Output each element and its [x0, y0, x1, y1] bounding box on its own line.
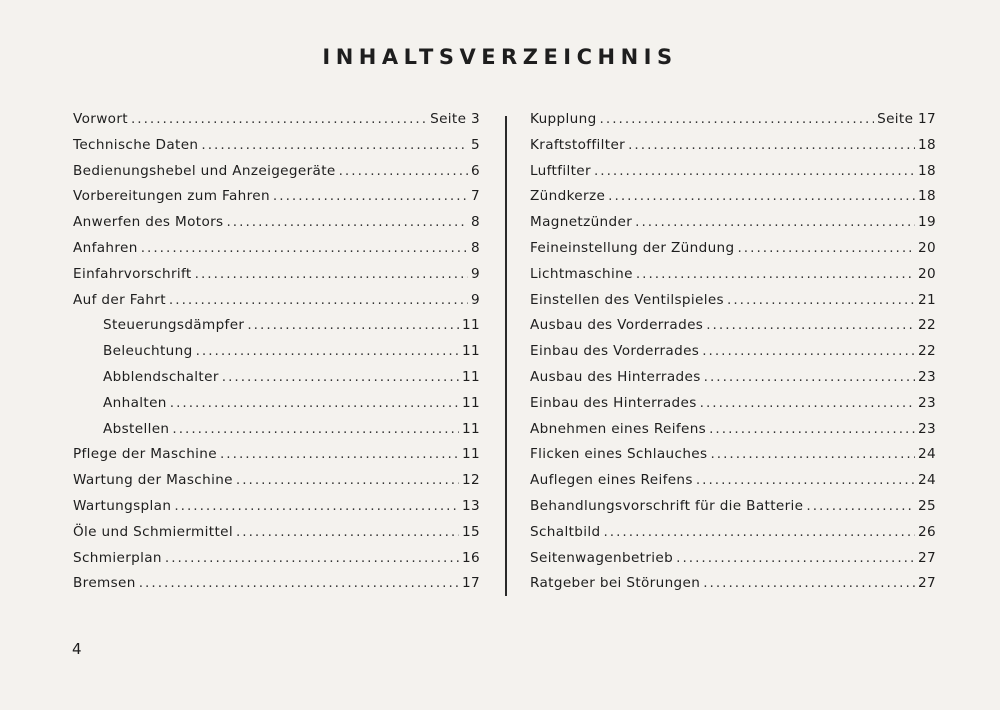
toc-entry-page: 21: [918, 291, 936, 308]
toc-entry-page: 20: [918, 265, 936, 282]
toc-entry-page: 6: [471, 162, 480, 179]
toc-entry: [530, 575, 936, 601]
toc-entry-page: 13: [462, 497, 480, 514]
toc-entry-label: Auflegen eines Reifens: [530, 472, 693, 489]
toc-entry-label: Ausbau des Vorderrades: [530, 317, 704, 334]
toc-entry-page: 11: [462, 343, 480, 360]
toc-entry-page: 17: [462, 575, 480, 592]
toc-entry-page: 23: [918, 420, 936, 437]
toc-entry-page: 22: [918, 343, 936, 360]
toc-entry-page: 11: [462, 317, 480, 334]
toc-entry: [530, 317, 936, 343]
toc-entry-label: Feineinstellung der Zündung: [530, 239, 735, 256]
toc-entry-page: 15: [462, 523, 480, 540]
toc-entry-page: 16: [462, 549, 480, 566]
toc-entry-page: 23: [918, 394, 936, 411]
toc-entry-page: 5: [471, 136, 480, 153]
toc-entry-label: Schaltbild: [530, 523, 601, 540]
toc-entry: [530, 446, 936, 472]
toc-entry: [73, 446, 480, 472]
toc-entry-label: Abblendschalter: [103, 368, 219, 385]
toc-entry: [530, 292, 936, 318]
toc-entry-page: 18: [918, 188, 936, 205]
toc-entry-label: Vorwort: [73, 111, 128, 127]
toc-entry-label: Einbau des Hinterrades: [530, 394, 697, 411]
toc-entry-label: Abstellen: [103, 420, 170, 437]
toc-entry-page: 12: [462, 472, 480, 489]
toc-entry: [73, 188, 480, 214]
toc-entry-label: Kraftstoffilter: [530, 136, 626, 153]
toc-subentry: [73, 421, 480, 447]
toc-entry-page: 27: [918, 575, 936, 592]
toc-entry: [73, 524, 480, 550]
toc-entry-label: Luftfilter: [530, 162, 591, 179]
toc-entry-label: Auf der Fahrt: [73, 291, 166, 308]
toc-entry-page: 9: [471, 265, 480, 282]
toc-entry: [530, 266, 936, 292]
toc-entry: [73, 472, 480, 498]
toc-entry-label: Behandlungsvorschrift für die Batterie: [530, 497, 804, 514]
toc-entry-label: Seitenwagenbetrieb: [530, 549, 674, 566]
toc-entry-label: Beleuchtung: [103, 343, 193, 360]
toc-entry: [530, 137, 936, 163]
toc-entry-page: 11: [462, 368, 480, 385]
toc-entry-label: Vorbereitungen zum Fahren: [73, 188, 270, 205]
toc-entry-label: Lichtmaschine: [530, 265, 633, 282]
toc-entry-page: 11: [462, 394, 480, 411]
toc-subentry: [73, 343, 480, 369]
toc-entry: [73, 240, 480, 266]
toc-entry-page: Seite 17: [877, 111, 936, 127]
toc-entry: [73, 498, 480, 524]
toc-entry-label: Einfahrvorschrift: [73, 265, 192, 282]
toc-entry-page: 11: [462, 446, 480, 463]
toc-entry-label: Anhalten: [103, 394, 167, 411]
toc-entry-page: 8: [471, 239, 480, 256]
column-divider: [505, 116, 507, 596]
toc-entry-label: Zündkerze: [530, 188, 606, 205]
toc-entry-label: Flicken eines Schlauches: [530, 446, 708, 463]
toc-entry-page: 25: [918, 497, 936, 514]
toc-left-column: [73, 111, 480, 601]
toc-entry: [530, 550, 936, 576]
toc-entry-label: Anwerfen des Motors: [73, 214, 224, 231]
toc-entry: [530, 111, 936, 137]
toc-entry: [73, 266, 480, 292]
toc-entry-label: Einstellen des Ventilspieles: [530, 291, 724, 308]
toc-entry-page: 19: [918, 214, 936, 231]
page-number: 4: [72, 640, 82, 658]
toc-entry: [530, 163, 936, 189]
toc-entry-page: 22: [918, 317, 936, 334]
toc-entry-page: 26: [918, 523, 936, 540]
toc-entry: [530, 472, 936, 498]
toc-entry-page: 8: [471, 214, 480, 231]
toc-entry: [73, 550, 480, 576]
toc-entry: [73, 214, 480, 240]
toc-entry-label: Ausbau des Hinterrades: [530, 368, 701, 385]
toc-entry-label: Bremsen: [73, 575, 136, 592]
toc-entry-label: Pflege der Maschine: [73, 446, 217, 463]
toc-entry-page: 11: [462, 420, 480, 437]
toc-entry-label: Öle und Schmiermittel: [73, 523, 233, 540]
toc-entry-label: Wartungsplan: [73, 497, 172, 514]
toc-entry: [530, 343, 936, 369]
toc-entry: [73, 111, 480, 137]
toc-entry-label: Schmierplan: [73, 549, 162, 566]
toc-entry-label: Abnehmen eines Reifens: [530, 420, 707, 437]
toc-entry-page: 7: [471, 188, 480, 205]
page-title: INHALTSVERZEICHNIS: [322, 45, 678, 69]
toc-entry: [530, 188, 936, 214]
toc-entry-label: Einbau des Vorderrades: [530, 343, 700, 360]
toc-entry: [530, 524, 936, 550]
toc-entry: [530, 214, 936, 240]
toc-entry-page: 18: [918, 136, 936, 153]
toc-entry-label: Technische Daten: [73, 136, 199, 153]
toc-entry: [73, 137, 480, 163]
toc-entry-page: 23: [918, 368, 936, 385]
toc-entry: [73, 292, 480, 318]
toc-entry: [530, 240, 936, 266]
toc-entry-label: Wartung der Maschine: [73, 472, 233, 489]
toc-entry-page: 9: [471, 291, 480, 308]
toc-entry: [73, 575, 480, 601]
toc-subentry: [73, 369, 480, 395]
toc-entry: [73, 163, 480, 189]
toc-entry-page: 27: [918, 549, 936, 566]
toc-entry: [530, 369, 936, 395]
toc-entry-label: Magnetzünder: [530, 214, 633, 231]
toc-entry-label: Bedienungshebel und Anzeigegeräte: [73, 162, 336, 179]
toc-entry-page: Seite 3: [430, 111, 480, 127]
toc-subentry: [73, 395, 480, 421]
toc-entry: [530, 498, 936, 524]
toc-entry: [530, 395, 936, 421]
toc-entry: [530, 421, 936, 447]
toc-entry-page: 18: [918, 162, 936, 179]
toc-entry-label: Ratgeber bei Störungen: [530, 575, 701, 592]
toc-right-column: [530, 111, 936, 601]
toc-subentry: [73, 317, 480, 343]
toc-entry-page: 20: [918, 239, 936, 256]
toc-entry-page: 24: [918, 446, 936, 463]
toc-entry-label: Anfahren: [73, 239, 138, 256]
toc-entry-page: 24: [918, 472, 936, 489]
toc-entry-label: Kupplung: [530, 111, 597, 127]
toc-entry-label: Steuerungsdämpfer: [103, 317, 245, 334]
